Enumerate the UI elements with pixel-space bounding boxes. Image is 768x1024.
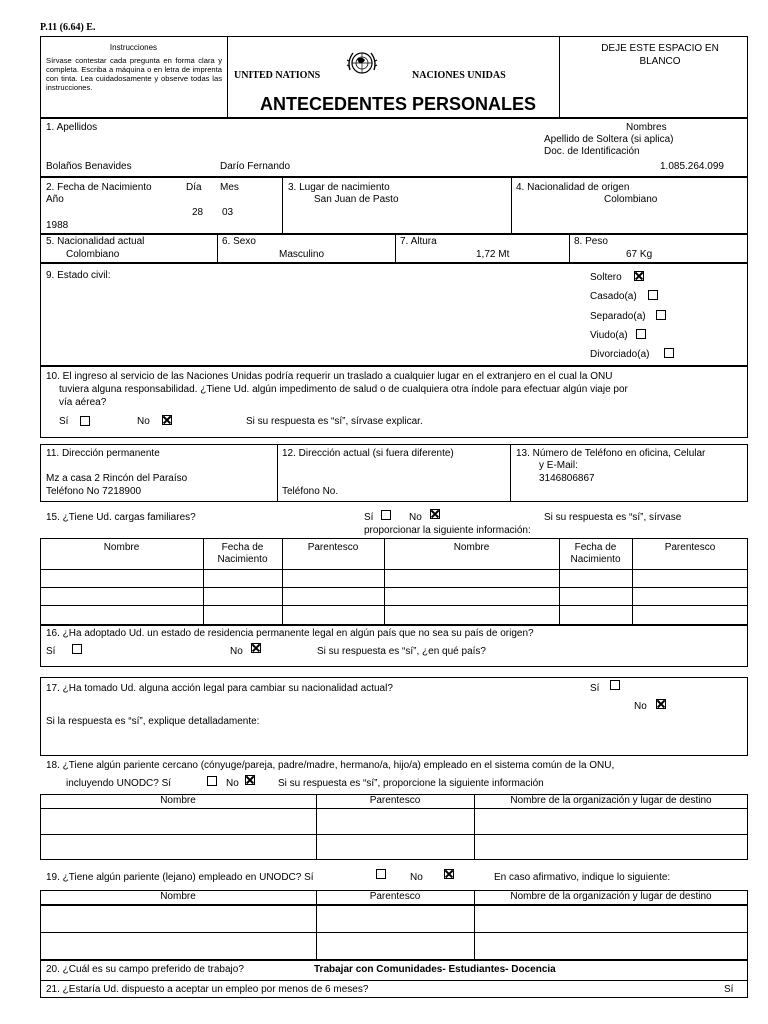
q10-line3: vía aérea? <box>59 397 107 408</box>
q19-no-label: No <box>410 872 423 883</box>
q15-question: 15. ¿Tiene Ud. cargas familiares? <box>46 512 196 523</box>
current-phone-label: Teléfono No. <box>282 486 339 497</box>
civil-option-casado-checkbox[interactable] <box>648 290 658 300</box>
q21-value: Sí <box>724 984 734 995</box>
birthplace-value: San Juan de Pasto <box>314 194 399 205</box>
day-value: 28 <box>192 207 204 218</box>
permanent-address-label: 11. Dirección permanente <box>46 448 160 459</box>
form-title: ANTECEDENTES PERSONALES <box>260 94 537 114</box>
birthplace-label: 3. Lugar de nacimiento <box>288 182 390 193</box>
sex-value: Masculino <box>279 249 325 260</box>
q18-line1: 18. ¿Tiene algún pariente cercano (cónyuge/pareja, padre/madre, hermano/a, hijo/a) empleado en el sistema común de la ONU, <box>46 760 615 771</box>
civil-status-label: 9. Estado civil: <box>46 270 111 281</box>
q15-yes-label: Sí <box>364 512 374 523</box>
q16-no-checkbox[interactable] <box>251 643 261 653</box>
q21-question: 21. ¿Estaría Ud. dispuesto a aceptar un empleo por menos de 6 meses? <box>46 984 369 995</box>
current-nationality-value: Colombiano <box>66 249 120 260</box>
weight-value: 67 Kg <box>626 249 653 260</box>
doc-id-label: Doc. de Identificación <box>544 146 640 157</box>
q19-no-checkbox[interactable] <box>444 869 454 879</box>
q18-note: Si su respuesta es “sí”, proporcione la siguiente información <box>278 778 544 789</box>
q19-yes-checkbox[interactable] <box>376 869 386 879</box>
blank-space-note: DEJE ESTE ESPACIO EN BLANCO <box>601 43 719 67</box>
q16-note: Si su respuesta es “sí”, ¿en qué país? <box>317 646 486 657</box>
phone-email-value: 3146806867 <box>539 473 595 484</box>
height-value: 1,72 Mt <box>476 249 510 260</box>
q17-question: 17. ¿Ha tomado Ud. alguna acción legal para cambiar su nacionalidad actual? <box>46 683 393 694</box>
day-label: Día <box>186 182 202 193</box>
year-label: Año <box>46 194 64 205</box>
q18-no-checkbox[interactable] <box>245 775 255 785</box>
q17-explain: Si la respuesta es “sí”, explique detalladamente: <box>46 716 260 727</box>
q15-note-2: proporcionar la siguiente información: <box>364 525 531 536</box>
q16-no-label: No <box>230 646 243 657</box>
civil-option-separado-checkbox[interactable] <box>656 310 666 320</box>
current-address-label: 12. Dirección actual (si fuera diferente) <box>282 448 454 459</box>
dep-col-name-2: Nombre <box>453 542 490 553</box>
q15-no-label: No <box>409 512 422 523</box>
civil-option-soltero-label: Soltero <box>590 272 622 283</box>
rel-col-relation: Parentesco <box>369 795 421 806</box>
origin-nationality-value: Colombiano <box>604 194 658 205</box>
q10-line2: tuviera alguna responsabilidad. ¿Tiene Ud. algún impedimento de salud o de cualquiera otra índole para efectuar algún viaje por <box>59 384 628 395</box>
q10-line1: 10. El ingreso al servicio de las Naciones Unidas podría requerir un traslado a cualquier lugar en el extranjero en el cual la ONU <box>46 371 613 382</box>
doc-id-value: 1.085.264.099 <box>660 161 724 172</box>
q10-yes-label: Sí <box>59 416 69 427</box>
q10-yes-checkbox[interactable] <box>80 416 90 426</box>
dep-col-name: Nombre <box>103 542 140 553</box>
birthdate-label: 2. Fecha de Nacimiento <box>46 182 152 193</box>
q17-yes-label: Sí <box>590 683 600 694</box>
q10-no-label: No <box>137 416 150 427</box>
height-label: 7. Altura <box>400 236 437 247</box>
instructions-text: Sírvase contestar cada pregunta en forma clara y completa. Escriba a máquina o en letra de imprenta con tinta. Lea cuidadosamente y observe todas las instrucciones. <box>46 56 222 92</box>
civil-option-divorciado-checkbox[interactable] <box>664 348 674 358</box>
civil-option-viudo-label: Viudo(a) <box>590 330 628 341</box>
soltera-label: Apellido de Soltera (si aplica) <box>544 134 674 145</box>
dist-col-relation: Parentesco <box>369 891 421 902</box>
q20-question: 20. ¿Cuál es su campo preferido de trabajo? <box>46 964 244 975</box>
q17-no-checkbox[interactable] <box>656 699 666 709</box>
q20-value: Trabajar con Comunidades- Estudiantes- Docencia <box>314 964 556 975</box>
q18-yes-checkbox[interactable] <box>207 776 217 786</box>
q19-question: 19. ¿Tiene algún pariente (lejano) empleado en UNODC? Sí <box>46 872 314 883</box>
month-label: Mes <box>220 182 239 193</box>
month-value: 03 <box>222 207 234 218</box>
dep-col-birthdate-2: Fecha de Nacimiento <box>570 542 621 565</box>
q18-yes-label: incluyendo UNODC? Sí <box>66 778 172 789</box>
q16-yes-label: Sí <box>46 646 56 657</box>
instructions-title: Instrucciones <box>109 43 158 52</box>
civil-option-separado-label: Separado(a) <box>590 311 646 322</box>
civil-option-casado-label: Casado(a) <box>590 291 637 302</box>
q10-no-checkbox[interactable] <box>162 415 172 425</box>
q17-no-label: No <box>634 701 647 712</box>
nombres-value: Darío Fernando <box>220 161 291 172</box>
civil-option-divorciado-label: Divorciado(a) <box>590 349 650 360</box>
year-value: 1988 <box>46 220 69 231</box>
q16-yes-checkbox[interactable] <box>72 644 82 654</box>
un-emblem-icon <box>345 48 379 82</box>
sex-label: 6. Sexo <box>222 236 256 247</box>
form-code: P.11 (6.64) E. <box>40 22 96 33</box>
weight-label: 8. Peso <box>574 236 608 247</box>
apellidos-label: 1. Apellidos <box>46 122 98 133</box>
dep-col-relation: Parentesco <box>307 542 359 553</box>
nombres-label: Nombres <box>626 122 667 133</box>
un-english: UNITED NATIONS <box>234 70 321 81</box>
dep-col-relation-2: Parentesco <box>664 542 716 553</box>
q16-question: 16. ¿Ha adoptado Ud. un estado de residencia permanente legal en algún país que no sea su país de origen? <box>46 628 534 639</box>
dist-col-organization: Nombre de la organización y lugar de destino <box>510 891 712 902</box>
civil-option-soltero-checkbox[interactable] <box>634 271 644 281</box>
q10-explain: Si su respuesta es “sí”, sírvase explicar. <box>246 416 423 427</box>
permanent-phone-value: Teléfono No 7218900 <box>46 486 142 497</box>
phone-email-label-2: y E-Mail: <box>539 460 578 471</box>
q17-yes-checkbox[interactable] <box>610 680 620 690</box>
dep-col-birthdate: Fecha de Nacimiento <box>217 542 268 565</box>
un-spanish: NACIONES UNIDAS <box>412 70 506 81</box>
q19-note: En caso afirmativo, indique lo siguiente: <box>494 872 671 883</box>
q15-no-checkbox[interactable] <box>430 509 440 519</box>
dist-col-name: Nombre <box>160 891 196 902</box>
q18-no-label: No <box>226 778 239 789</box>
civil-option-viudo-checkbox[interactable] <box>636 329 646 339</box>
permanent-address-value: Mz a casa 2 Rincón del Paraíso <box>46 473 188 484</box>
origin-nationality-label: 4. Nacionalidad de origen <box>516 182 630 193</box>
q15-yes-checkbox[interactable] <box>381 510 391 520</box>
q15-note: Si su respuesta es “sí”, sírvase <box>544 512 682 523</box>
apellidos-value: Bolaños Benavides <box>46 161 132 172</box>
rel-col-name: Nombre <box>160 795 196 806</box>
current-nationality-label: 5. Nacionalidad actual <box>46 236 145 247</box>
phone-email-label: 13. Número de Teléfono en oficina, Celular <box>516 448 706 459</box>
rel-col-organization: Nombre de la organización y lugar de destino <box>510 795 712 806</box>
